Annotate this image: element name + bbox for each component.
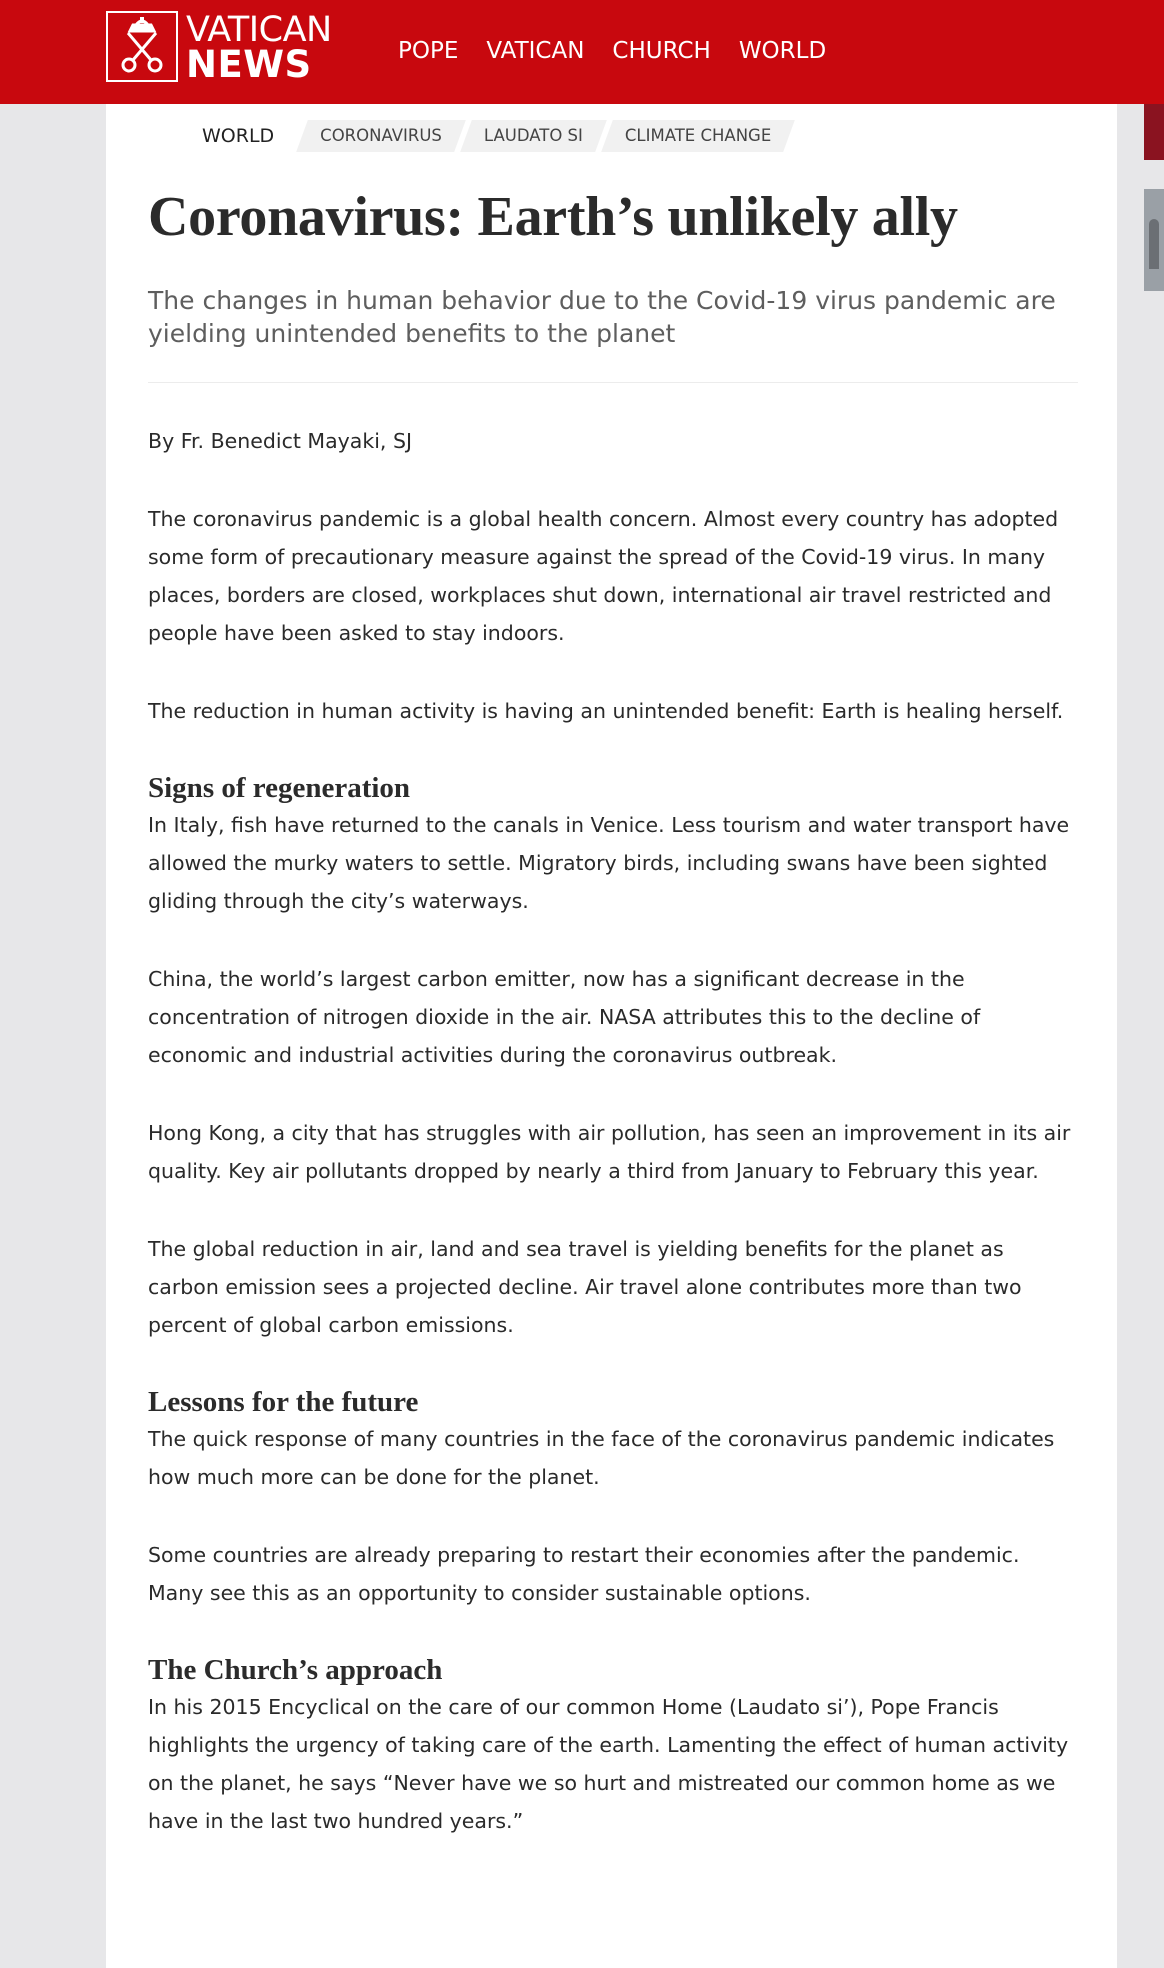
- sidebar-thumbnail-image[interactable]: [1144, 189, 1164, 291]
- section-heading: Signs of regeneration: [148, 772, 411, 804]
- vatican-news-logo[interactable]: [106, 11, 346, 84]
- article-paragraph: Some countries are already preparing to restart their economies after the pandemic. Many see this as an opportunity to consider sustainable options.: [148, 1543, 1020, 1605]
- breadcrumb-section-world[interactable]: WORLD: [202, 125, 275, 147]
- article-paragraph: The reduction in human activity is having an unintended benefit: Earth is healing herself.: [148, 699, 1064, 723]
- nav-item-vatican[interactable]: VATICAN: [486, 38, 585, 64]
- article-title: Coronavirus: Earth’s unlikely ally: [148, 186, 958, 248]
- breadcrumb: [202, 120, 795, 152]
- article-paragraph: The quick response of many countries in the face of the coronavirus pandemic indicates how much more can be done for the planet.: [148, 1427, 1055, 1489]
- section-heading: The Church’s approach: [148, 1654, 443, 1686]
- article-paragraph: In his 2015 Encyclical on the care of our common Home (Laudato si’), Pope Francis highlights the urgency of taking care of the earth. Lamenting the effect of human activity on the planet, he says “Never have we so hurt and mistreated our common home as we have in the last two hundred years.”: [148, 1695, 1069, 1833]
- nav-item-world[interactable]: WORLD: [738, 38, 827, 64]
- topic-tags: [302, 120, 795, 152]
- tag-climate-change[interactable]: CLIMATE CHANGE: [607, 120, 789, 152]
- article-byline: By Fr. Benedict Mayaki, SJ: [148, 429, 413, 453]
- article-body: [148, 422, 1078, 1880]
- papal-keys-icon: [106, 11, 178, 82]
- divider: [148, 382, 1078, 383]
- article-paragraph: The coronavirus pandemic is a global health concern. Almost every country has adopted some form of precautionary measure against the spread of the Covid-19 virus. In many places, borders are closed, workplaces shut down, international air travel restricted and people have been asked to stay indoors.: [148, 507, 1059, 645]
- nav-item-church[interactable]: CHURCH: [612, 38, 711, 64]
- logo-wordmark-top: VATICAN: [186, 10, 332, 50]
- section-heading: Lessons for the future: [148, 1386, 419, 1418]
- article-subtitle: The changes in human behavior due to the Covid-19 virus pandemic are yielding unintended benefits to the planet: [148, 286, 1056, 348]
- tag-coronavirus[interactable]: CORONAVIRUS: [302, 120, 460, 152]
- nav-item-pope[interactable]: POPE: [398, 38, 459, 64]
- top-header-bar: [0, 0, 1164, 104]
- tag-laudato-si[interactable]: LAUDATO SI: [466, 120, 601, 152]
- article-paragraph: Hong Kong, a city that has struggles with air pollution, has seen an improvement in its air quality. Key air pollutants dropped by nearly a third from January to February this year.: [148, 1121, 1071, 1183]
- logo-wordmark-bottom: NEWS: [186, 43, 312, 86]
- main-navigation: [398, 36, 826, 66]
- article-paragraph: In Italy, fish have returned to the canals in Venice. Less tourism and water transport have allowed the murky waters to settle. Migratory birds, including swans have been sighted gliding through the city’s waterways.: [148, 813, 1070, 913]
- article-paragraph: China, the world’s largest carbon emitter, now has a significant decrease in the concentration of nitrogen dioxide in the air. NASA attributes this to the decline of economic and industrial activities during the coronavirus outbreak.: [148, 967, 981, 1067]
- article-paragraph: The global reduction in air, land and sea travel is yielding benefits for the planet as carbon emission sees a projected decline. Air travel alone contributes more than two percent of global carbon emissions.: [148, 1237, 1022, 1337]
